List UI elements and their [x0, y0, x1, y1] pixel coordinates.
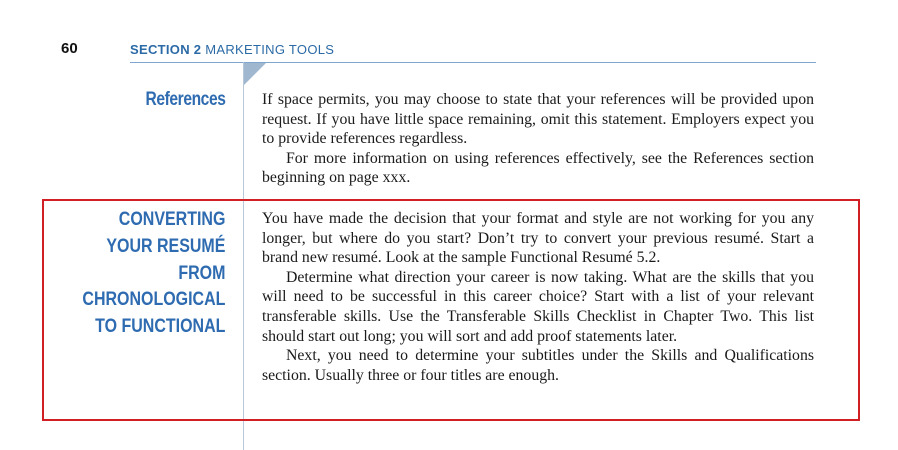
converting-heading-line: TO FUNCTIONAL — [94, 315, 225, 338]
section-label — [130, 42, 334, 57]
section-number: SECTION 2 — [130, 42, 202, 57]
page-number: 60 — [61, 40, 78, 57]
corner-notch — [244, 63, 266, 85]
converting-paragraph-1: You have made the decision that your format and style are not working for you any longer, but where do you start? Don’t try to convert your previous resumé. Start a brand new resumé. Look at the sample Functional Resumé 5.2. — [262, 210, 814, 267]
converting-paragraph-2: Determine what direction your career is now taking. What are the skills that you will need to be successful in this career choice? Start with a list of your relevant transferable skills. Use the Transferable Skills Checklist in Chapter Two. This list should start out long; you will sort and add proof statements later. — [262, 268, 814, 345]
references-heading: References — [145, 89, 225, 110]
references-body — [262, 90, 814, 188]
header-rule — [130, 62, 816, 63]
converting-paragraph-3: Next, you need to determine your subtitles under the Skills and Qualifications section. Usually three or four titles are enough. — [262, 347, 814, 384]
running-header — [61, 40, 821, 62]
section-title: MARKETING TOOLS — [205, 42, 335, 57]
converting-heading-line: YOUR RESUMÉ — [105, 234, 225, 257]
converting-body — [262, 209, 814, 385]
references-paragraph-2: For more information on using references effectively, see the References section beginning on page xxx. — [262, 149, 814, 187]
converting-heading-line: CHRONOLOGICAL — [81, 288, 225, 311]
converting-heading-line: FROM — [177, 261, 225, 284]
converting-heading-line: CONVERTING — [118, 208, 225, 230]
references-paragraph-1: If space permits, you may choose to state that your references will be provided upon request. If you have little space remaining, omit this statement. Employers expect you to provide references regardless. — [262, 91, 814, 148]
converting-heading — [82, 206, 225, 340]
